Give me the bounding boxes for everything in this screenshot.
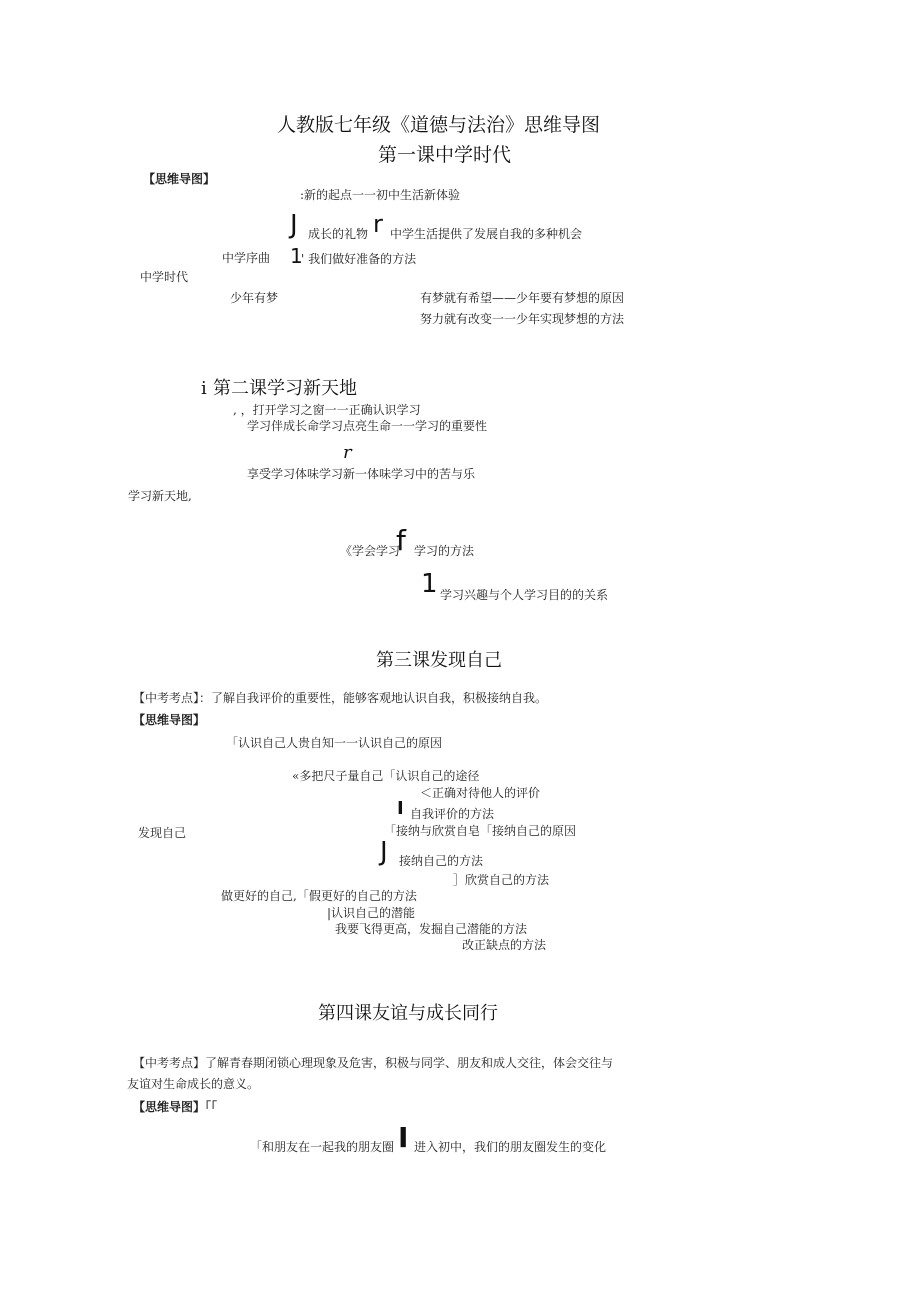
lesson2-heading: 第二课学习新天地 — [213, 378, 357, 399]
lesson1-node-prepare: ' 我们做好准备的方法 — [301, 252, 417, 266]
brace-glyph: r — [343, 442, 352, 463]
lesson2-node-window: , ，打开学习之窗一一正确认识学习 — [233, 403, 421, 417]
lesson3-mindmap-label: 【思维导图】 — [133, 713, 206, 727]
brace-glyph: I — [398, 1121, 409, 1154]
lesson1-root: 中学时代 — [140, 270, 189, 284]
brace-glyph: 1 — [290, 244, 303, 268]
lesson2-node-enjoy: 享受学习体味学习新一体味学习中的苦与乐 — [247, 467, 476, 481]
lesson1-node-dream: 少年有梦 — [230, 291, 279, 305]
lesson2-node-method: 学习的方法 — [414, 544, 475, 558]
lesson1-mindmap-label: 【思维导图】 — [143, 172, 216, 186]
lesson1-node-new-start: :新的起点一一初中生活新体验 — [300, 188, 461, 202]
lesson4-heading: 第四课友谊与成长同行 — [318, 1003, 498, 1024]
lesson2-node-importance: 学习伴成长命学习点亮生命一一学习的重要性 — [247, 419, 488, 433]
lesson3-node-potential: |认识自己的潜能 — [327, 906, 416, 920]
brace-glyph: r — [373, 210, 383, 238]
lesson3-node-many-rulers: «多把尺子量自己「认识自己的途径 — [292, 769, 480, 783]
lesson3-node-know-self: 「认识自己人贵自知一一认识自己的原因 — [226, 736, 443, 750]
brace-glyph: 1 — [421, 569, 438, 599]
lesson4-exam-point-line2: 友谊对生命成长的意义。 — [127, 1077, 260, 1091]
lesson1-node-dream-method: 努力就有改变一一少年实现梦想的方法 — [420, 312, 625, 326]
lesson3-node-others-evaluation: ＜正确对待他人的评价 — [420, 786, 541, 800]
lesson4-node-friends: 「和朋友在一起我的朋友圈 — [250, 1140, 395, 1154]
lesson3-node-appreciate-method: ］欣赏自己的方法 — [453, 873, 550, 887]
lesson3-node-fly-higher: 我要飞得更高，发掘自己潜能的方法 — [335, 922, 528, 936]
lesson4-mindmap-label: 【思维导图】「「 — [133, 1100, 218, 1114]
document-title: 人教版七年级《道德与法治》思维导图 — [277, 114, 601, 136]
brace-glyph: I — [397, 798, 404, 819]
lesson2-heading-prefix: i — [201, 378, 207, 399]
lesson3-node-accept-method: 接纳自己的方法 — [399, 854, 484, 868]
lesson1-heading: 第一课中学时代 — [378, 144, 512, 166]
lesson4-node-circle-change: 进入初中，我们的朋友圈发生的变化 — [414, 1140, 607, 1154]
lesson1-node-growth-gift: 成长的礼物 — [308, 227, 369, 241]
lesson1-node-opportunities: 中学生活提供了发展自我的多种机会 — [390, 227, 583, 241]
lesson1-node-dream-reason: 有梦就有希望——少年要有梦想的原因 — [420, 291, 625, 305]
lesson3-heading: 第三课发现自己 — [376, 650, 502, 671]
lesson3-root: 发现自己 — [138, 826, 187, 840]
lesson4-exam-point-line1: 【中考考点】了解青春期闭锁心理现象及危害，积极与同学、朋友和成人交往，体会交往与 — [133, 1056, 614, 1070]
brace-glyph: J — [290, 210, 298, 240]
lesson3-exam-point: 【中考考点】：了解自我评价的重要性，能够客观地认识自我，积极接纳自我。 — [133, 691, 548, 705]
lesson1-node-prelude: 中学序曲 — [222, 251, 271, 265]
lesson2-root: 学习新天地, — [128, 489, 192, 503]
brace-glyph: f — [396, 524, 406, 557]
lesson2-node-learn: 《学会学习 — [340, 544, 401, 558]
lesson3-node-correct-faults: 改正缺点的方法 — [462, 938, 547, 952]
lesson3-node-accept: 「接纳与欣赏自皂「接纳自己的原因 — [384, 824, 577, 838]
lesson3-node-better-self: 做更好的自己,「假更好的自己的方法 — [221, 889, 417, 903]
brace-glyph: J — [380, 837, 388, 867]
lesson2-node-interest: 学习兴趣与个人学习目的的关系 — [440, 588, 609, 602]
lesson3-node-self-evaluation: 自我评价的方法 — [410, 807, 495, 821]
